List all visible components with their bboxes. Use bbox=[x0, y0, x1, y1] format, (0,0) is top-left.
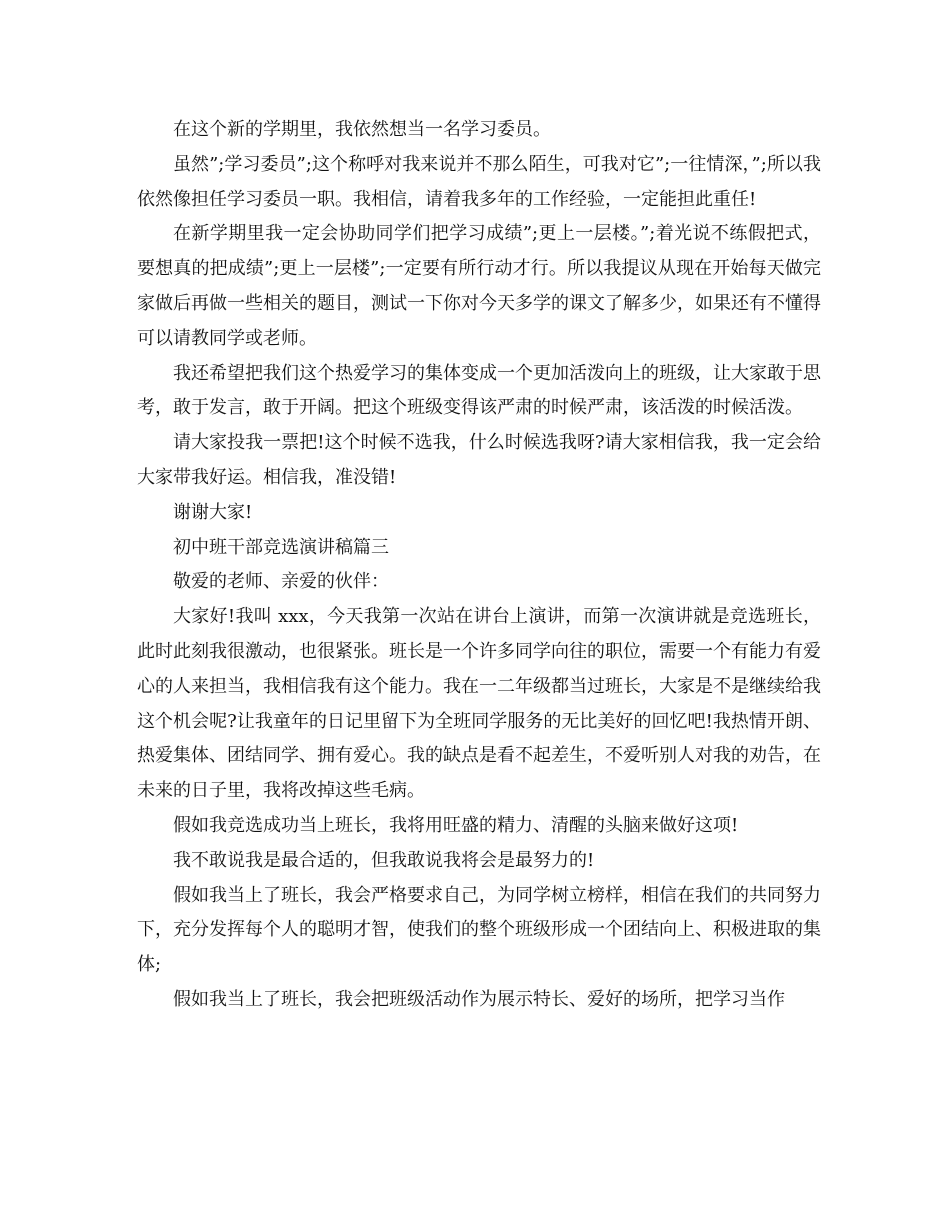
paragraph-1: 在这个新的学期里，我依然想当一名学习委员。 bbox=[173, 119, 551, 140]
section-heading: 初中班干部竞选演讲稿篇三 bbox=[173, 536, 389, 558]
paragraph-5: 请大家投我一票把!这个时候不选我，什么时候选我呀?请大家相信我，我一定会给大家带我好运。相信我，准没错! bbox=[137, 432, 821, 488]
paragraph-2: 虽然”;学习委员”;这个称呼对我来说并不那么陌生，可我对它”;一往情深，”;所以我依然像担任学习委员一职。我相信，请着我多年的工作经验，一定能担此重任! bbox=[137, 153, 821, 210]
paragraph-9: 大家好!我叫 xxx，今天我第一次站在讲台上演讲，而第一次演讲就是竞选班长，此时此刻我很激动，也很紧张。班长是一个许多同学向往的职位，需要一个有能力有爱心的人来担当，我相信我有这个能力。我在一二年级都当过班长，大家是不是继续给我这个机会呢?让我童年的日记里留下为全班同学服务的无比美好的回忆吧!我热情开朗、热爱集体、团结同学、拥有爱心。我的缺点是看不起差生，不爱听别人对我的劝告，在未来的日子里，我将改掉这些毛病。 bbox=[137, 606, 821, 802]
paragraph-10: 假如我竞选成功当上班长，我将用旺盛的精力、清醒的头脑来做好这项! bbox=[173, 814, 739, 836]
paragraph-4: 我还希望把我们这个热爱学习的集体变成一个更加活泼向上的班级，让大家敢于思考，敢于发言，敢于开阔。把这个班级变得该严肃的时候严肃，该活泼的时候活泼。 bbox=[137, 362, 821, 419]
paragraph-13: 假如我当上了班长，我会把班级活动作为展示特长、爱好的场所，把学习当作 bbox=[173, 988, 785, 1010]
paragraph-12: 假如我当上了班长，我会严格要求自己，为同学树立榜样，相信在我们的共同努力下，充分发挥每个人的聪明才智，使我们的整个班级形成一个团结向上、积极进取的集体; bbox=[137, 884, 821, 976]
paragraph-3: 在新学期里我一定会协助同学们把学习成绩”;更上一层楼。”;着光说不练假把式，要想真的把成绩”;更上一层楼”;一定要有所行动才行。所以我提议从现在开始每天做完家做后再做一些相关的题目，测试一下你对今天多学的课文了解多少，如果还有不懂得可以请教同学或老师。 bbox=[137, 223, 821, 349]
paragraph-11: 我不敢说我是最合适的，但我敢说我将会是最努力的! bbox=[173, 849, 595, 871]
paragraph-6: 谢谢大家! bbox=[173, 501, 253, 523]
salutation: 敬爱的老师、亲爱的伙伴： bbox=[173, 571, 389, 593]
document-body bbox=[137, 113, 821, 1018]
